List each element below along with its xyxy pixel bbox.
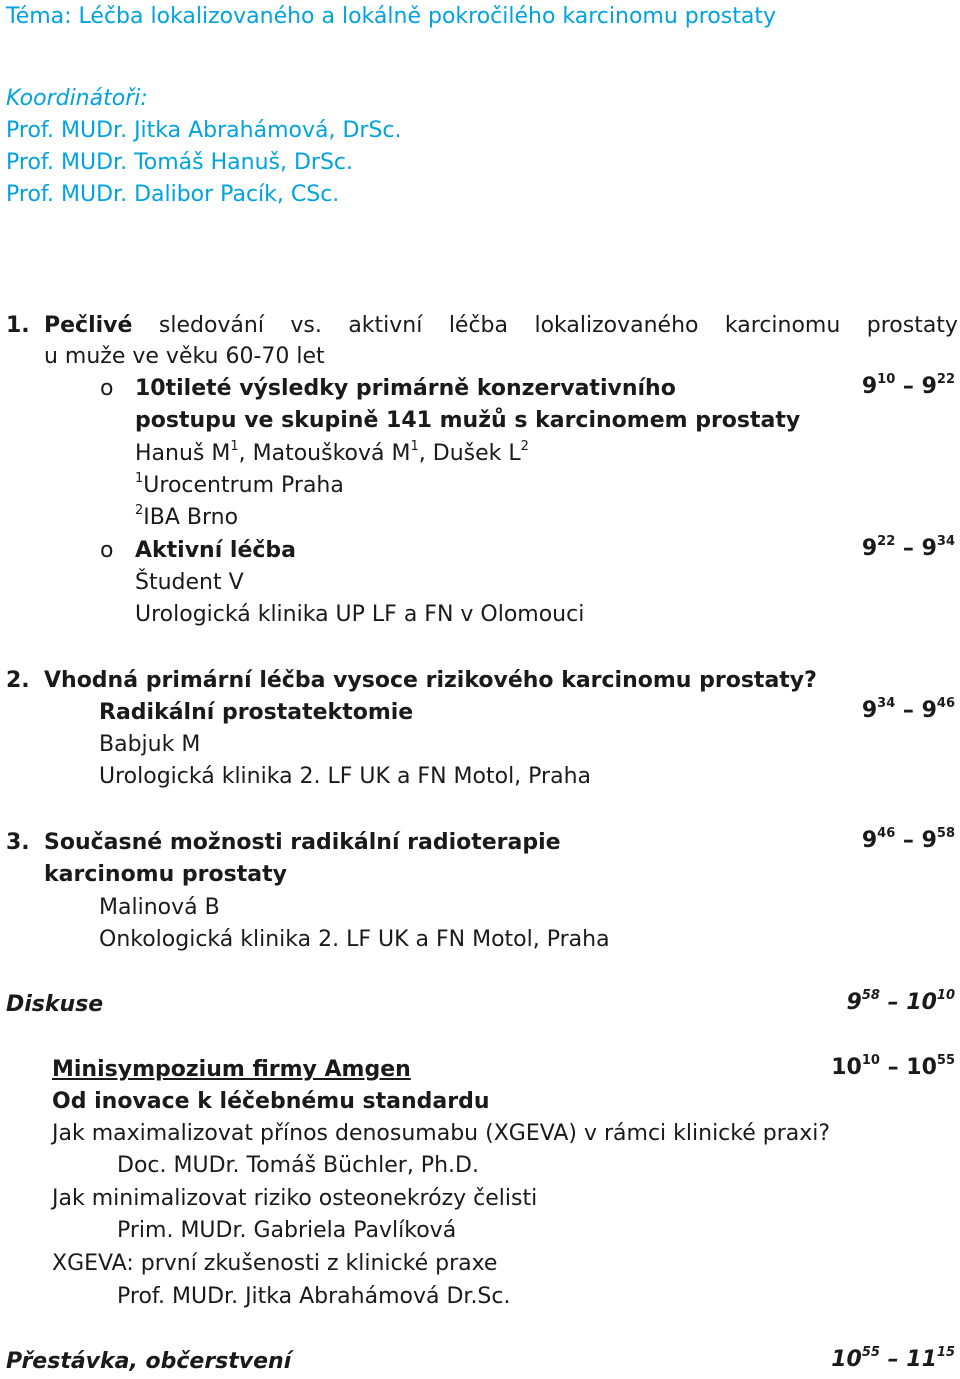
talk-3-title: XGEVA: první zkušenosti z klinické praxe bbox=[52, 1251, 498, 1276]
coordinator-3: Prof. MUDr. Dalibor Pacík, CSc. bbox=[6, 182, 340, 207]
coordinators-label: Koordinátoři: bbox=[6, 86, 148, 111]
item2-time: $9^{22} - 9^{34}$ bbox=[861, 534, 955, 561]
section2-time: $9^{34} - 9^{46}$ bbox=[861, 696, 955, 723]
topic-title: Téma: Léčba lokalizovaného a lokálně pokročilého karcinomu prostaty bbox=[6, 4, 776, 29]
talk-2-speaker: Prim. MUDr. Gabriela Pavlíková bbox=[117, 1218, 457, 1243]
item1-time: $9^{10} - 9^{22}$ bbox=[861, 372, 955, 399]
section1-title: Pečlivé sledování vs. aktivní léčba lokalizovaného karcinomu prostaty bbox=[44, 313, 958, 338]
section2-subtitle: Radikální prostatektomie bbox=[99, 700, 414, 725]
break-time: $10^{55} - 11^{15}$ bbox=[831, 1345, 955, 1372]
section2-number: 2. bbox=[6, 668, 30, 693]
talk-1-speaker: Doc. MUDr. Tomáš Büchler, Ph.D. bbox=[117, 1153, 479, 1178]
talk-1-title: Jak maximalizovat přínos denosumabu (XGEVA) v rámci klinické praxi? bbox=[52, 1121, 831, 1146]
discussion-time: $9^{58} - 10^{10}$ bbox=[846, 988, 955, 1015]
bullet-marker: o bbox=[100, 376, 114, 401]
item1-affiliation-2: $^2$IBA Brno bbox=[135, 503, 239, 530]
section3-number: 3. bbox=[6, 830, 30, 855]
section2-affiliation: Urologická klinika 2. LF UK a FN Motol, Praha bbox=[99, 764, 591, 789]
section1-number: 1. bbox=[6, 313, 30, 338]
section3-author: Malinová B bbox=[99, 895, 220, 920]
section1-title-line2: u muže ve věku 60-70 let bbox=[44, 344, 325, 369]
section3-affiliation: Onkologická klinika 2. LF UK a FN Motol, Praha bbox=[99, 927, 610, 952]
bullet-marker: o bbox=[100, 538, 114, 563]
section3-title-line2: karcinomu prostaty bbox=[44, 862, 287, 887]
symposium-time: $10^{10} - 10^{55}$ bbox=[831, 1053, 955, 1080]
section3-title-line1: Současné možnosti radikální radioterapie bbox=[44, 830, 561, 855]
symposium-subtitle: Od inovace k léčebnému standardu bbox=[52, 1089, 490, 1114]
section2-title: Vhodná primární léčba vysoce rizikového karcinomu prostaty? bbox=[44, 668, 817, 693]
item2-affiliation: Urologická klinika UP LF a FN v Olomouci bbox=[135, 602, 585, 627]
break-label: Přestávka, občerstvení bbox=[6, 1349, 292, 1374]
section2-author: Babjuk M bbox=[99, 732, 201, 757]
talk-3-speaker: Prof. MUDr. Jitka Abrahámová Dr.Sc. bbox=[117, 1284, 511, 1309]
coordinator-2: Prof. MUDr. Tomáš Hanuš, DrSc. bbox=[6, 150, 353, 175]
section3-time: $9^{46} - 9^{58}$ bbox=[861, 826, 955, 853]
symposium-title: Minisympozium firmy Amgen bbox=[52, 1057, 411, 1082]
item1-title-line2: postupu ve skupině 141 mužů s karcinomem prostaty bbox=[135, 408, 801, 433]
item1-affiliation-1: $^1$Urocentrum Praha bbox=[135, 471, 344, 498]
item1-title-line1: 10tileté výsledky primárně konzervativního bbox=[135, 376, 676, 401]
coordinator-1: Prof. MUDr. Jitka Abrahámová, DrSc. bbox=[6, 118, 402, 143]
item2-author: Študent V bbox=[135, 570, 244, 595]
item1-authors: Hanuš $M^1$, Matoušková $M^1$, Dušek $L^2$ bbox=[135, 439, 529, 466]
discussion-label: Diskuse bbox=[6, 992, 104, 1017]
talk-2-title: Jak minimalizovat riziko osteonekrózy čelisti bbox=[52, 1186, 538, 1211]
item2-title: Aktivní léčba bbox=[135, 538, 297, 563]
